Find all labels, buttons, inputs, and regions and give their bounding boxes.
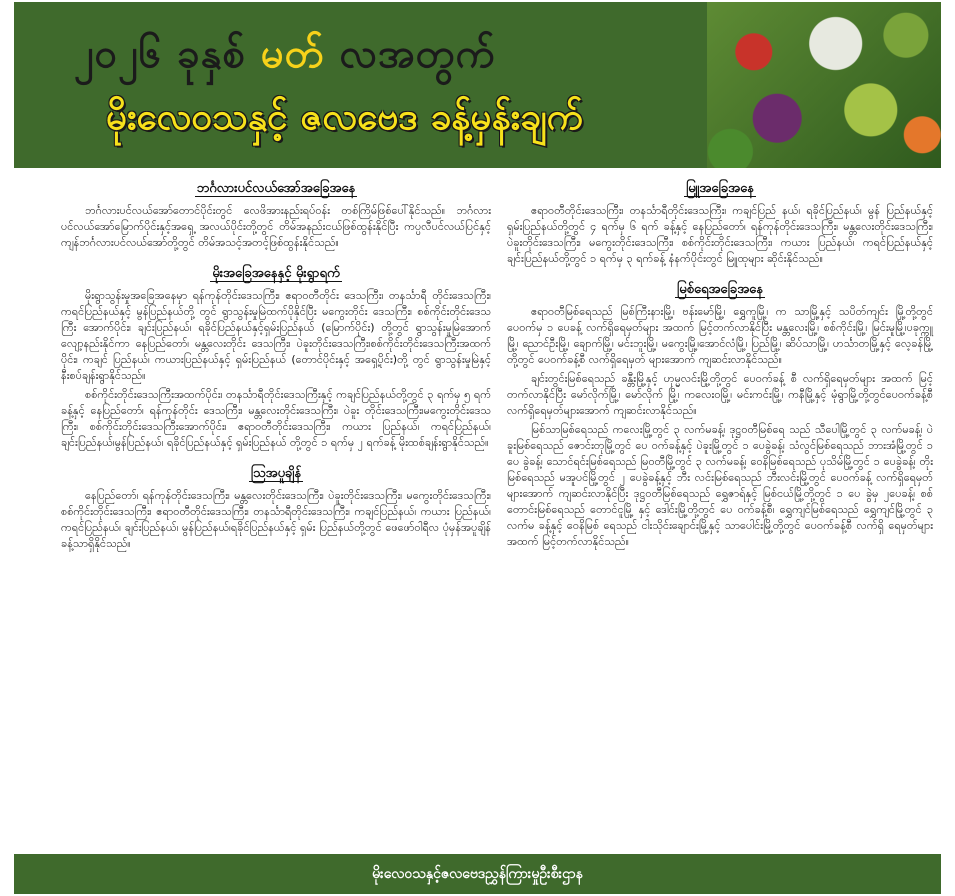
section-temperature	[61, 465, 491, 552]
right-column	[507, 174, 933, 564]
paragraph: နေပြည်တော်၊ ရန်ကုန်တိုင်းဒေသကြီး၊ မန္တလေးတိုင်းဒေသကြီး၊ ပဲခူးတိုင်းဒေသကြီး၊ မကွေးတိုင်းဒေသကြီး၊ စစ်ကိုင်းတိုင်းဒေသကြီး၊ ဧရာဝတီတိုင်းဒေသကြီး၊ တနင်္သာရီတိုင်းဒေသကြီး၊ ကချင်ပြည်နယ်၊ ကယား ပြည်နယ်၊ ကရင်ပြည်နယ်၊ ချင်းပြည်နယ်၊ မွန်ပြည်နယ်၊ရခိုင်ပြည်နယ်နှင့် ရှမ်း ပြည်နယ်တို့တွင် ဖေဖော်ဝါရီလ ပုံမှန်အပူချိန် ခန့်သာရှိနိုင်သည်။	[61, 489, 491, 550]
header-banner	[14, 2, 941, 168]
department-name: မိုးလေဝသနှင့်ဇလဗေဒညွှန်ကြားမှုဦးစီးဌာန	[372, 865, 583, 882]
paragraph: စစ်ကိုင်းတိုင်းဒေသကြီးအထက်ပိုင်း၊ တနင်္သာရီတိုင်းဒေသကြီးနှင့် ကချင်ပြည်နယ်တို့တွင် ၃ ရက်မှ ၅ ရက်ခန့်နှင့် နေပြည်တော်၊ ရန်ကုန်တိုင်း ဒေသကြီး၊ မန္တလေးတိုင်းဒေသကြီး၊ ပဲခူး တိုင်းဒေသကြီး၊မကွေးတိုင်းဒေသ ကြီး၊ စစ်ကိုင်းတိုင်းဒေသကြီးအောက်ပိုင်း၊ ဧရာဝတီတိုင်းဒေသကြီး၊ ကယား ပြည်နယ်၊ ကရင်ပြည်နယ်၊ ချင်းပြည်နယ်၊မွန်ပြည်နယ်၊ ရခိုင်ပြည်နယ်နှင့် ရှမ်းပြည်နယ် တို့တွင် ၁ ရက်မှ ၂ ရက်ခန့် မိုးထစ်ချန်းရွာနိုင်သည်။	[61, 388, 491, 449]
month-suffix: လအတွက်	[339, 31, 496, 77]
section-bay-of-bengal	[61, 180, 491, 251]
main-title: မိုးလေဝသနှင့် ဇလဗေဒ ခန့်မှန်းချက်	[106, 95, 583, 138]
paragraph: ဘင်္ဂလားပင်လယ်အော်တောင်ပိုင်းတွင် လေဖိအားနည်းရပ်ဝန်း တစ်ကြိမ်ဖြစ်ပေါ်နိုင်သည်။ ဘင်္ဂလားပင်လယ်အော်မြောက်ပိုင်းနှင့်အရှေ့ အလယ်ပိုင်းတို့တွင် တိမ်အနည်းငယ်ဖြစ်ထွန်းနိုင်ပြီး ကပ္ပလီပင်လယ်ပြင်နှင့် ကျန်ဘင်္ဂလားပင်လယ်အော်တို့တွင် တိမ်အသင့်အတင့်ဖြစ်ထွန်းနိုင်သည်။	[61, 204, 491, 249]
paragraph: ဧရာဝတီမြစ်ရေသည် မြစ်ကြီးနားမြို့၊ ဗန်းမော်မြို့၊ ရွှေကူမြို့၊ က သာမြို့နှင့် သပိတ်ကျင်း မြို့တို့တွင် ပေ၀က်မှ ၁ ပေခန့် လက်ရှိရေမှတ်များ အထက် မြင့်တက်လာနိုင်ပြီး မန္တလေးမြို့၊ စစ်ကိုင်းမြို့၊ မြင်းမူမြို့၊ပခုက္ကူမြို့၊ ညောင်ဦးမြို့၊ ချောက်မြို့၊ မင်းဘူးမြို့၊ မကွေးမြို့၊အောင်လံမြို့၊ ပြည်မြို့၊ ဆိပ်သာမြို့၊ ဟင်္သာတမြို့နှင့် လေ့ခန်မြို့တို့တွင် ပေ၀က်ခန့်စီ လက်ရှိရေမှတ် များအောက် ကျဆင်းလာနိုင်သည်။	[507, 305, 933, 366]
month-heading	[74, 28, 496, 87]
paragraph: မြစ်သာမြစ်ရေသည် ကလေးမြို့တွင် ၃ လက်မခန့်၊ ဒုဋ္ဌဝတီမြစ်ရေ သည် သီပေါမြို့တွင် ၃ လက်မခန့်၊ ပဲခူးမြစ်ရေသည် ဇောင်းတုမြို့တွင် ပေ ၀က်ခန့်နှင့် ပဲခူးမြို့တွင် ၁ ပေခွဲခန့်၊ သံလွင်မြစ်ရေသည် ဘားအံမြို့တွင် ၁ ပေ ခွဲခန့်၊ သောင်ရင်းမြစ်ရေသည် မြဝတီမြို့တွင် ၃ လက်မခန့်၊ ဝေနိမြစ်ရေသည် ပုသိမ်မြို့တွင် ၁ ပေခွဲခန့်၊ တိုးမြစ်ရေသည် မအူပင်မြို့တွင် ၂ ပေခွဲခန့်နှင့် ဘီး လင်းမြစ်ရေသည် ဘီးလင်းမြို့တွင် ပေ၀က်ခန့် လက်ရှိရေမှတ်များအောက် ကျဆင်းလာနိုင်ပြီး ဒုဋ္ဌဝတီမြစ်ရေသည် ရွှေဇာရ်နှင့် မြစ်ငယ်မြို့တို့တွင် ၁ ပေ ခွဲမှ ၂ပေခန့်၊ စစ်တောင်းမြစ်ရေသည် တောင်ငူမြို့ နှင့် ဒေါင်းမြို့တို့တွင် ပေ ၀က်ခန့်စီ၊ ရွှေကျင်မြစ်ရေသည် ရွှေကျင်မြို့တွင် ၃ လက်မ ခန့်နှင့် ဝေနိမြစ် ရေသည် ငါးသိုင်းချောင်းမြို့နှင့် သာပေါင်းမြို့တို့တွင် ပေ၀က်ခန့်စီ လက်ရှိ ရေမှတ်များအထက် မြင့်တက်လာနိုင်သည်။	[507, 423, 933, 548]
left-column	[61, 174, 491, 566]
section-title: မြစ်ရေအခြေအနေ	[677, 282, 763, 297]
paragraph: မိုးရွာသွန်းမှုအခြေအနေမှာ ရန်ကုန်တိုင်းဒေသကြီး၊ ဧရာဝတီတိုင်း ဒေသကြီး၊ တနင်္သာရီ တိုင်းဒေသကြီး၊ ကရင်ပြည်နယ်နှင့် မွန်ပြည်နယ်တို့ တွင် ရွာသွန်းမှုမြဲထက်ပိုနိုင်ပြီး မကွေးတိုင်း ဒေသကြီး၊ စစ်ကိုင်းတိုင်းဒေသကြီး အောက်ပိုင်း၊ ချင်းပြည်နယ်၊ ရခိုင်ပြည်နယ်နှင့်ရှမ်းပြည်နယ် (မြောက်ပိုင်း) တို့တွင် ရွာသွန်းမှုမြဲအောက် လျော့နည်းနိုင်ကာ နေပြည်တော်၊ မန္တလေးတိုင်း ဒေသကြီး၊ ပဲခူးတိုင်းဒေသကြီး၊စစ်ကိုင်းတိုင်းဒေသကြီးအထက်ပိုင်း၊ ကချင် ပြည်နယ်၊ ကယားပြည်နယ်နှင့် ရှမ်းပြည်နယ် (တောင်ပိုင်းနှင့် အရှေ့ပိုင်း)တို့ တွင် ရွာသွန်းမှုမြဲနှင့်နီးစပ်ချန်းရွာနိုင်သည်။	[61, 289, 491, 382]
section-title: ဘင်္ဂလားပင်လယ်အော်အခြေအနေ	[196, 181, 356, 196]
paragraph: ချင်းတွင်းမြစ်ရေသည် ခန္တီးမြို့နှင့် ဟုမ္မလင်းမြို့တို့တွင် ပေ၀က်ခန့် စီ လက်ရှိရေမှတ်များ အထက် မြင့်တက်လာနိုင်ပြီး မော်လိုက်မြို့၊ မော်လိုက် မြို့၊ ကလေးဝမြို့၊ မင်းကင်းမြို့၊ ကနီမြို့နှင့် မုံရွာမြို့တို့တွင်ပေ၀က်ခန့်စီ လက်ရှိရေမှတ်များအောက် ကျဆင်းလာနိုင်သည်။	[507, 372, 933, 417]
month-name: မတ်	[260, 31, 325, 77]
section-title: မိုးအခြေအနေနှင့် မိုးရွာရက်	[212, 266, 340, 281]
footer-bar	[14, 854, 941, 894]
newspaper-page	[14, 2, 941, 894]
year-prefix: ၂၀၂၆	[74, 31, 163, 77]
section-title: မြူအခြေအနေ	[686, 181, 754, 196]
section-title: သြအပူချိန်	[250, 466, 302, 481]
section-rainfall	[61, 265, 491, 451]
vegetables-photo	[707, 2, 941, 168]
year-word: ခုနှစ်	[177, 31, 246, 77]
section-river-levels	[507, 281, 933, 550]
paragraph: ဧရာဝတီတိုင်းဒေသကြီး၊ တနင်္သာရီတိုင်းဒေသကြီး၊ ကချင်ပြည် နယ်၊ ရခိုင်ပြည်နယ်၊ မွန် ပြည်နယ်နှင့် ရှမ်းပြည်နယ်တို့တွင် ၄ ရက်မှ ၆ ရက် ခန့်နှင့် နေပြည်တော်၊ ရန်ကုန်တိုင်းဒေသကြီး၊ မန္တလေးတိုင်းဒေသကြီး၊ ပဲခူးတိုင်းဒေသကြီး၊ မကွေးတိုင်းဒေသကြီး၊ စစ်ကိုင်းတိုင်းဒေသကြီး၊ ကယား ပြည်နယ်၊ ကရင်ပြည်နယ်နှင့် ချင်းပြည်နယ်တို့တွင် ၁ ရက်မှ ၃ ရက်ခန့် နံနက်ပိုင်းတွင် မြူထုများ ဆိုင်းနိုင်သည်။	[507, 204, 933, 265]
section-fog	[507, 180, 933, 267]
